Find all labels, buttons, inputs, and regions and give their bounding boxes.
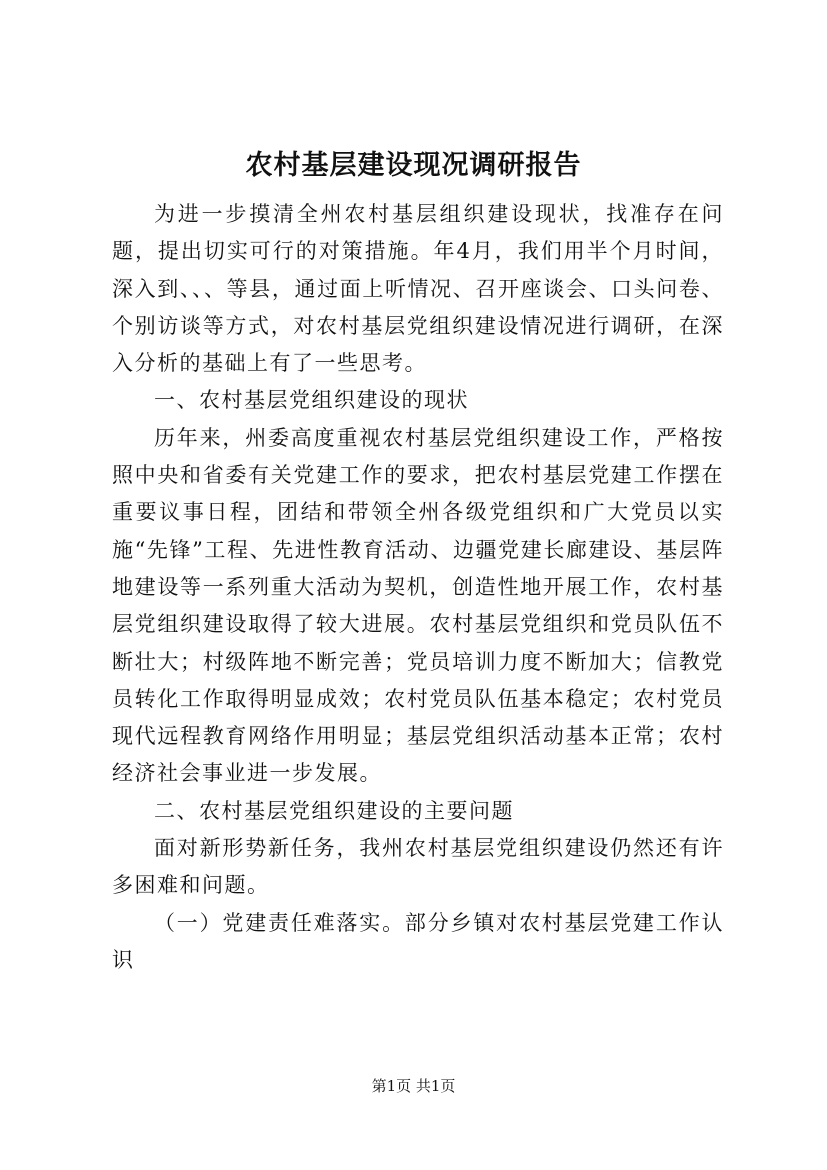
paragraph-status: 历年来，州委高度重视农村基层党组织建设工作，严格按照中央和省委有关党建工作的要求，把农村基层党建工作摆在重要议事日程，团结和带领全州各级党组织和广大党员以实施“先锋”工程、先进性教育活动、边疆党建长廊建设、基层阵地建设等一系列重大活动为契机，创造性地开展工作，农村基层党组织建设取得了较大进展。农村基层党组织和党员队伍不断壮大；村级阵地不断完善；党员培训力度不断加大；信教党员转化工作取得明显成效；农村党员队伍基本稳定；农村党员现代远程教育网络作用明显；基层党组织活动基本正常；农村经济社会事业进一步发展。 xyxy=(112,425,724,786)
document-body xyxy=(112,196,724,979)
paragraph-problem-1: （一）党建责任难落实。部分乡镇对农村基层党建工作认识 xyxy=(112,910,724,972)
paragraph-problems-intro: 面对新形势新任务，我州农村基层党组织建设仍然还有许多困难和问题。 xyxy=(112,836,724,898)
paragraph-intro: 为进一步摸清全州农村基层组织建设现状，找准存在问题，提出切实可行的对策措施。年4月，我们用半个月时间，深入到、、、等县，通过面上听情况、召开座谈会、口头问卷、个别访谈等方式，对农村基层党组织建设情况进行调研，在深入分析的基础上有了一些思考。 xyxy=(112,202,724,376)
section-heading-status: 一、农村基层党组织建设的现状 xyxy=(154,388,469,413)
section-heading-problems: 二、农村基层党组织建设的主要问题 xyxy=(154,798,514,823)
document-title: 农村基层建设现况调研报告 xyxy=(245,150,582,181)
page-footer: 第1页 共1页 xyxy=(371,1077,456,1095)
